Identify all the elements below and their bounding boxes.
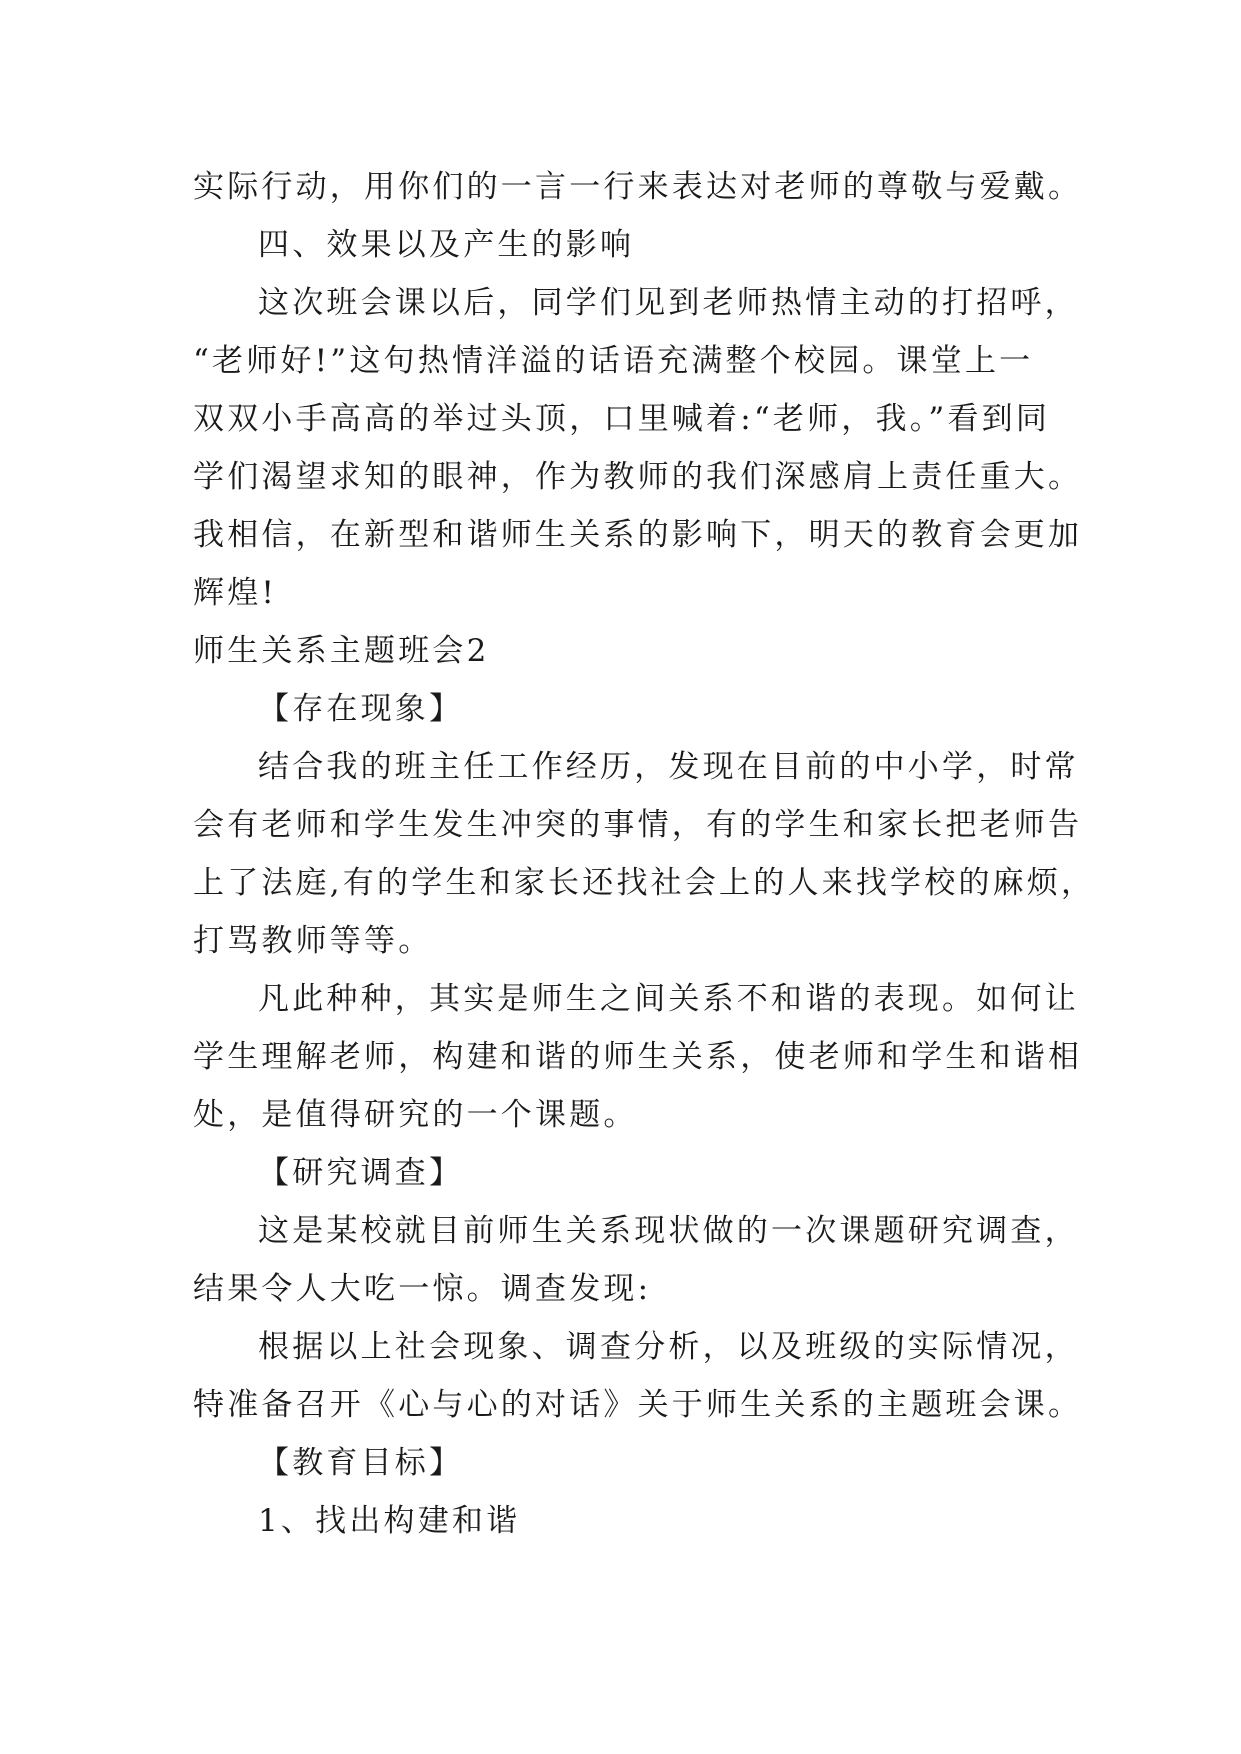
text-line: 实际行动，用你们的一言一行来表达对老师的尊敬与爱戴。: [193, 169, 1083, 205]
text-line: 上了法庭,有的学生和家长还找社会上的人来找学校的麻烦，: [193, 865, 1096, 901]
text-line: 辉煌!: [193, 575, 278, 611]
text-line: 结合我的班主任工作经历，发现在目前的中小学，时常: [258, 749, 1079, 785]
section-heading: 【存在现象】: [258, 691, 464, 727]
text-line: 打骂教师等等。: [193, 923, 433, 959]
text-line: 学们渴望求知的眼神，作为教师的我们深感肩上责任重大。: [193, 459, 1083, 495]
section-heading: 【研究调查】: [258, 1155, 464, 1191]
text-line: 会有老师和学生发生冲突的事情，有的学生和家长把老师告: [193, 807, 1083, 843]
text-line: “老师好!”这句热情洋溢的话语充满整个校园。课堂上一: [193, 343, 1034, 379]
text-line: 这次班会课以后，同学们见到老师热情主动的打招呼，: [258, 285, 1079, 321]
text-line: 特准备召开《心与心的对话》关于师生关系的主题班会课。: [193, 1387, 1083, 1423]
text-line: 我相信，在新型和谐师生关系的影响下，明天的教育会更加: [193, 517, 1083, 553]
section-heading: 四、效果以及产生的影响: [258, 227, 635, 263]
text-line: 这是某校就目前师生关系现状做的一次课题研究调查，: [258, 1213, 1079, 1249]
text-line: 1、找出构建和谐: [258, 1503, 521, 1539]
text-line: 双双小手高高的举过头顶，口里喊着:“老师，我。”看到同: [193, 401, 1051, 437]
section-heading: 【教育目标】: [258, 1445, 464, 1481]
text-line: 根据以上社会现象、调查分析，以及班级的实际情况，: [258, 1329, 1079, 1365]
text-line: 学生理解老师，构建和谐的师生关系，使老师和学生和谐相: [193, 1039, 1083, 1075]
text-line: 结果令人大吃一惊。调查发现:: [193, 1271, 652, 1307]
text-line: 凡此种种，其实是师生之间关系不和谐的表现。如何让: [258, 981, 1079, 1017]
text-line: 处，是值得研究的一个课题。: [193, 1097, 638, 1133]
document-title: 师生关系主题班会2: [193, 633, 490, 669]
